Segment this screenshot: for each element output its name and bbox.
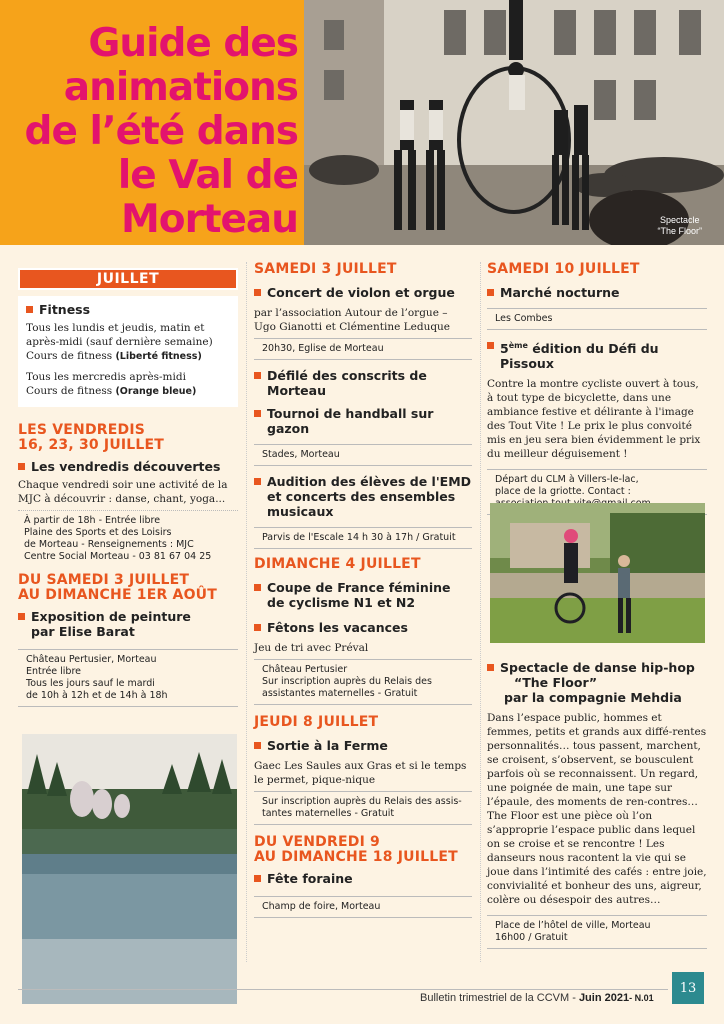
event-info [487, 915, 707, 949]
edition-number: 5 [500, 341, 509, 357]
event-title [487, 285, 707, 300]
event-info: Parvis de l'Escale 14 h 30 à 17h / Gratuit [254, 527, 472, 549]
cyclist-illustration [490, 503, 705, 643]
event-description: Dans l’espace public, hommes et femmes, petits et grands aux diffé-rentes personnalités… tous passent, marchent, se croisent, s’observent, se bousculent parfois où se reconnaissent. Un regard, une poignée de main, une tape sur l’épaule, des moments de ren-contres… The Floor est une pièce où l’on s’approprie l’espace public dans lequel on se croise et se rencontre ! Les danseurs nous racontent la vie qui se joue dans l’intimité des cafés : entre joie, convivialité et bonheur des uns, aigreur, colère ou désespoir des autres… [487, 712, 707, 906]
info-line: Sur inscription auprès du Relais des assis- [262, 796, 462, 807]
info-line: de Morteau - Renseignements : MJC [24, 539, 194, 550]
bullet-square-icon [254, 584, 261, 591]
lake-painting-illustration [22, 734, 237, 1004]
info-line: 16h00 / Gratuit [495, 932, 568, 943]
event-title-text: Concert de violon et orgue [267, 285, 455, 300]
title-line: et concerts des ensembles [267, 489, 456, 504]
event-title-rest: édition du Défi du Pissoux [500, 341, 659, 372]
info-line: assistantes maternelles - Gratuit [262, 688, 418, 699]
page-number: 13 [672, 972, 704, 1004]
title-line: musicaux [267, 504, 334, 519]
event-title-text: Sortie à la Ferme [267, 738, 388, 753]
event-title [254, 368, 472, 398]
date-heading: AU DIMANCHE 18 JUILLET [254, 849, 458, 865]
event-title-text: Tournoi de handball sur gazon [267, 406, 434, 436]
footer [420, 992, 654, 1004]
date-heading: DIMANCHE 4 JUILLET [254, 556, 421, 572]
column-divider [246, 262, 247, 962]
info-line: Plaine des Sports et des Loisirs [24, 527, 172, 538]
caption-line: Spectacle [659, 215, 700, 225]
edition-suffix: ème [508, 341, 528, 350]
title-line: par Elise Barat [31, 624, 135, 639]
footer-number: - N.01 [629, 993, 654, 1003]
title-line: Audition des élèves de l'EMD [267, 474, 472, 489]
fitness-heading [26, 302, 230, 317]
event-title [487, 338, 707, 371]
title-line: Spectacle de danse hip-hop [500, 660, 695, 675]
event-title-text [500, 338, 707, 371]
title-line: le Val de [117, 153, 298, 198]
page-title [0, 22, 298, 242]
fitness-text-2 [26, 370, 230, 399]
column-divider [480, 262, 481, 962]
event-description: Contre la montre cycliste ouvert à tous, à tout type de bicyclette, dans une ambiance festive et délirante à l'image des Tout Vite ! Le prix le plus convoité mis en jeu sera bien évidemment le prix du meilleur déguisement ! [487, 378, 701, 461]
column-3 [487, 262, 707, 515]
event-title-text [267, 580, 450, 610]
fitness-club-1: (Liberté fitness) [115, 351, 202, 362]
event-title [254, 580, 472, 610]
month-banner: JUILLET [18, 268, 238, 290]
bullet-square-icon [254, 742, 261, 749]
event-info: Les Combes [487, 308, 707, 330]
event-description: Gaec Les Saules aux Gras et si le temps le permet, pique-nique [254, 760, 467, 786]
footer-text: Bulletin trimestriel de la CCVM - [420, 992, 579, 1004]
fitness-schedule-1: Tous les lundis et jeudis, matin et après-midi (sauf dernière semaine) [26, 322, 213, 348]
event-title-text [31, 609, 191, 639]
event-title [254, 871, 472, 886]
footer-issue: Juin 2021 [578, 992, 630, 1004]
info-line: Sur inscription auprès du Relais des [262, 676, 432, 687]
date-heading: SAMEDI 10 JUILLET [487, 261, 640, 277]
event-title [487, 660, 707, 705]
bullet-square-icon [254, 624, 261, 631]
event-description: Jeu de tri avec Préval [254, 642, 369, 654]
event-title-text: Fête foraine [267, 871, 353, 886]
event-title-text: Fêtons les vacances [267, 620, 408, 635]
photo-caption [657, 215, 702, 237]
info-line: place de la griotte. Contact : [495, 486, 631, 498]
event-title [254, 620, 472, 635]
column-1 [18, 262, 238, 707]
event-info: 20h30, Eglise de Morteau [254, 338, 472, 360]
bullet-square-icon [254, 372, 261, 379]
column-3-lower [487, 660, 707, 949]
info-line: Entrée libre [26, 666, 82, 677]
bullet-square-icon [487, 289, 494, 296]
info-line: tantes maternelles - Gratuit [262, 808, 395, 819]
date-heading: SAMEDI 3 JUILLET [254, 261, 397, 277]
fitness-text-1 [26, 321, 230, 364]
info-line: de 10h à 12h et de 14h à 18h [26, 690, 168, 701]
bullet-square-icon [18, 613, 25, 620]
event-title [254, 474, 472, 519]
info-line: Centre Social Morteau - 03 81 67 04 25 [24, 551, 212, 562]
event-info [24, 515, 238, 563]
title-line: Coupe de France féminine [267, 580, 451, 595]
caption-line: “The Floor” [657, 226, 702, 236]
lake-painting [22, 734, 237, 1004]
fitness-box [18, 296, 238, 407]
event-title-text [500, 660, 695, 705]
info-line: Place de l’hôtel de ville, Morteau [495, 920, 651, 931]
event-title [18, 609, 238, 639]
bullet-square-icon [26, 306, 33, 313]
date-heading: AU DIMANCHE 1ER AOÛT [18, 587, 218, 603]
column-2 [254, 262, 472, 918]
date-heading: DU SAMEDI 3 JUILLET [18, 572, 190, 588]
event-title-text: Les vendredis découvertes [31, 459, 221, 474]
event-info [254, 791, 472, 825]
bullet-square-icon [254, 478, 261, 485]
bullet-square-icon [254, 289, 261, 296]
event-title [254, 406, 472, 436]
event-description: Chaque vendredi soir une activité de la MJC à découvrir : danse, chant, yoga... [18, 478, 238, 511]
bullet-square-icon [487, 342, 494, 349]
footer-divider [18, 989, 668, 990]
event-title-text: Marché nocturne [500, 285, 620, 300]
title-line: animations [63, 65, 298, 110]
date-heading: DU VENDREDI 9 [254, 834, 380, 850]
title-line: par la compagnie Mehdia [504, 690, 682, 705]
title-line: “The Floor” [514, 675, 598, 690]
info-line: Tous les jours sauf le mardi [26, 678, 155, 689]
date-heading: JEUDI 8 JUILLET [254, 714, 379, 730]
fitness-schedule-2: Tous les mercredis après-midi [26, 371, 186, 383]
event-info [18, 649, 238, 707]
bullet-square-icon [18, 463, 25, 470]
event-info: Champ de foire, Morteau [254, 896, 472, 918]
title-line: Guide des [88, 21, 298, 66]
event-info: Stades, Morteau [254, 444, 472, 466]
bullet-square-icon [254, 410, 261, 417]
info-line: Départ du CLM à Villers-le-lac, [495, 474, 639, 486]
bullet-square-icon [487, 664, 494, 671]
event-title-text: Défilé des conscrits de Morteau [267, 368, 427, 398]
bullet-square-icon [254, 875, 261, 882]
title-line: Exposition de peinture [31, 609, 191, 624]
event-title-text [267, 474, 471, 519]
event-title [18, 459, 238, 474]
event-title [254, 738, 472, 753]
event-title [254, 285, 472, 300]
info-line: Château Pertusier, Morteau [26, 654, 157, 665]
fitness-club-2: (Orange bleue) [115, 386, 197, 397]
title-line: Morteau [120, 197, 298, 242]
street-performance-illustration [304, 0, 724, 245]
event-description: par l’association Autour de l’orgue – Ugo Gianotti et Clémentine Leduque [254, 307, 451, 333]
date-heading: LES VENDREDIS [18, 422, 146, 438]
fitness-label-1: Cours de fitness [26, 350, 113, 362]
title-line: de l’été dans [24, 109, 298, 154]
info-line: À partir de 18h - Entrée libre [24, 515, 161, 526]
cyclist-photo [490, 503, 705, 643]
title-line: de cyclisme N1 et N2 [267, 595, 416, 610]
fitness-label-2: Cours de fitness [26, 385, 113, 397]
info-line: Château Pertusier [262, 664, 348, 675]
event-info [254, 659, 472, 705]
date-heading: 16, 23, 30 JUILLET [18, 437, 165, 453]
fitness-title: Fitness [39, 302, 91, 317]
hero-photo [304, 0, 724, 245]
